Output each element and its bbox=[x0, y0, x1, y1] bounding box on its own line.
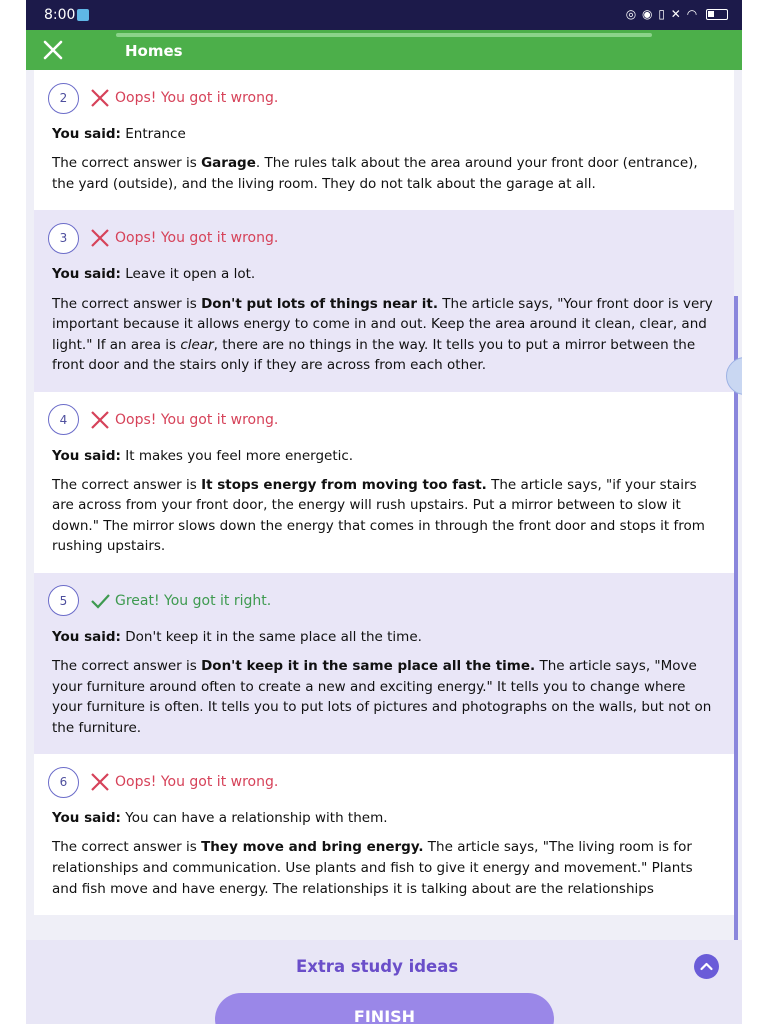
said-label: You said: bbox=[52, 126, 121, 142]
chevron-up-icon bbox=[694, 954, 719, 979]
explanation-text: The article says, "The living room is for relationships and communication. Use plants and fish to give it energy and movement." Plants and fish move and have energy. The relationships it is talking about are the relationships bbox=[52, 839, 693, 897]
footer bbox=[26, 940, 742, 1024]
explanation-text: The article says, "Your front door is very important because it allows energy to come in and out. Keep the area around it clean, clear, and light." If an area is bbox=[52, 295, 713, 353]
result-header bbox=[52, 82, 716, 114]
verdict-text: Oops! You got it wrong. bbox=[115, 230, 279, 247]
said-answer: It makes you feel more energetic. bbox=[125, 447, 354, 464]
said-label: You said: bbox=[52, 810, 121, 827]
said-label: You said: bbox=[52, 628, 121, 645]
app-header bbox=[26, 30, 742, 70]
results-list[interactable] bbox=[34, 70, 734, 940]
battery-icon bbox=[706, 9, 728, 20]
wrong-x-icon bbox=[89, 87, 111, 109]
status-icons bbox=[626, 7, 728, 21]
answer-prefix: The correct answer is bbox=[52, 155, 202, 172]
verdict-text: Great! You got it right. bbox=[115, 592, 272, 609]
correct-answer: Garage bbox=[201, 155, 256, 172]
correct-answer: They move and bring energy. bbox=[201, 839, 424, 856]
user-answer bbox=[52, 808, 716, 828]
status-bar bbox=[26, 0, 742, 30]
wifi-icon: ◠ bbox=[686, 7, 699, 21]
user-answer bbox=[52, 264, 716, 284]
explanation-text: . The rules talk about the area around your front door (entrance), the yard (outside), and the living room. They do not talk about the garage at all. bbox=[52, 155, 698, 192]
answer-prefix: The correct answer is bbox=[52, 476, 202, 493]
correct-answer: Don't keep it in the same place all the time. bbox=[201, 658, 536, 675]
explanation-text: The article says, "Move your furniture around often to create a new and exciting energy." It tells you to change where your furniture is often. It tells you to put lots of pictures and photographs on the walls, but not on the furniture. bbox=[52, 658, 712, 736]
eye-icon: ◉ bbox=[642, 7, 654, 21]
extra-study-link[interactable]: Extra study ideas bbox=[296, 957, 459, 976]
user-answer bbox=[52, 124, 716, 144]
verdict-text: Oops! You got it wrong. bbox=[115, 90, 279, 106]
verdict-text: Oops! You got it wrong. bbox=[115, 774, 279, 791]
said-label: You said: bbox=[52, 266, 121, 283]
question-number: 6 bbox=[48, 767, 79, 798]
check-icon bbox=[89, 590, 111, 612]
result-card bbox=[34, 70, 734, 210]
explanation bbox=[52, 153, 716, 194]
lesson-progress-bar bbox=[116, 33, 652, 37]
answer-prefix: The correct answer is bbox=[52, 658, 202, 675]
collapse-button[interactable] bbox=[694, 954, 719, 979]
notification-app-icon bbox=[77, 9, 89, 21]
close-icon[interactable] bbox=[40, 37, 66, 63]
mute-icon: ✕ bbox=[670, 7, 682, 21]
page-title: Homes bbox=[125, 42, 183, 60]
result-header bbox=[52, 222, 716, 254]
emphasized-word: clear bbox=[180, 336, 214, 353]
answer-prefix: The correct answer is bbox=[52, 839, 202, 856]
verdict-text: Oops! You got it wrong. bbox=[115, 411, 279, 428]
vibrate-icon: ▯ bbox=[658, 7, 666, 21]
user-answer bbox=[52, 446, 716, 466]
question-number: 3 bbox=[48, 223, 79, 254]
said-answer: Don't keep it in the same place all the time. bbox=[125, 628, 422, 645]
said-answer: Leave it open a lot. bbox=[125, 266, 256, 283]
wrong-x-icon bbox=[89, 771, 111, 793]
explanation-text: The article says, "if your stairs are across from your front door, the energy will rush upstairs. Put a mirror between to slow it down." The mirror slows down the energy that comes in through the front door and stops it from rushing upstairs. bbox=[52, 476, 705, 555]
user-answer bbox=[52, 627, 716, 647]
explanation bbox=[52, 294, 716, 376]
result-card bbox=[34, 754, 734, 915]
result-card bbox=[34, 573, 734, 754]
status-time: 8:00 bbox=[44, 7, 76, 23]
result-card bbox=[34, 210, 734, 391]
question-number: 4 bbox=[48, 404, 79, 435]
finish-button[interactable]: FINISH bbox=[215, 993, 554, 1024]
nfc-icon: ◎ bbox=[625, 7, 638, 21]
wrong-x-icon bbox=[89, 227, 111, 249]
question-number: 2 bbox=[48, 83, 79, 114]
said-label: You said: bbox=[52, 447, 121, 464]
correct-answer: It stops energy from moving too fast. bbox=[201, 476, 487, 493]
explanation bbox=[52, 837, 716, 899]
correct-answer: Don't put lots of things near it. bbox=[201, 295, 438, 312]
said-answer: You can have a relationship with them. bbox=[125, 810, 388, 827]
result-card bbox=[34, 392, 734, 573]
wrong-x-icon bbox=[89, 409, 111, 431]
answer-prefix: The correct answer is bbox=[52, 295, 202, 312]
app-window bbox=[26, 0, 742, 1024]
question-number: 5 bbox=[48, 585, 79, 616]
said-answer: Entrance bbox=[125, 126, 186, 142]
explanation-text-end: , there are no things in the way. It tells you to put a mirror between the front door and the stairs only if they are across from each other. bbox=[52, 336, 696, 374]
explanation bbox=[52, 475, 716, 557]
explanation bbox=[52, 656, 716, 738]
result-header bbox=[52, 766, 716, 798]
result-header bbox=[52, 404, 716, 436]
result-header bbox=[52, 585, 716, 617]
